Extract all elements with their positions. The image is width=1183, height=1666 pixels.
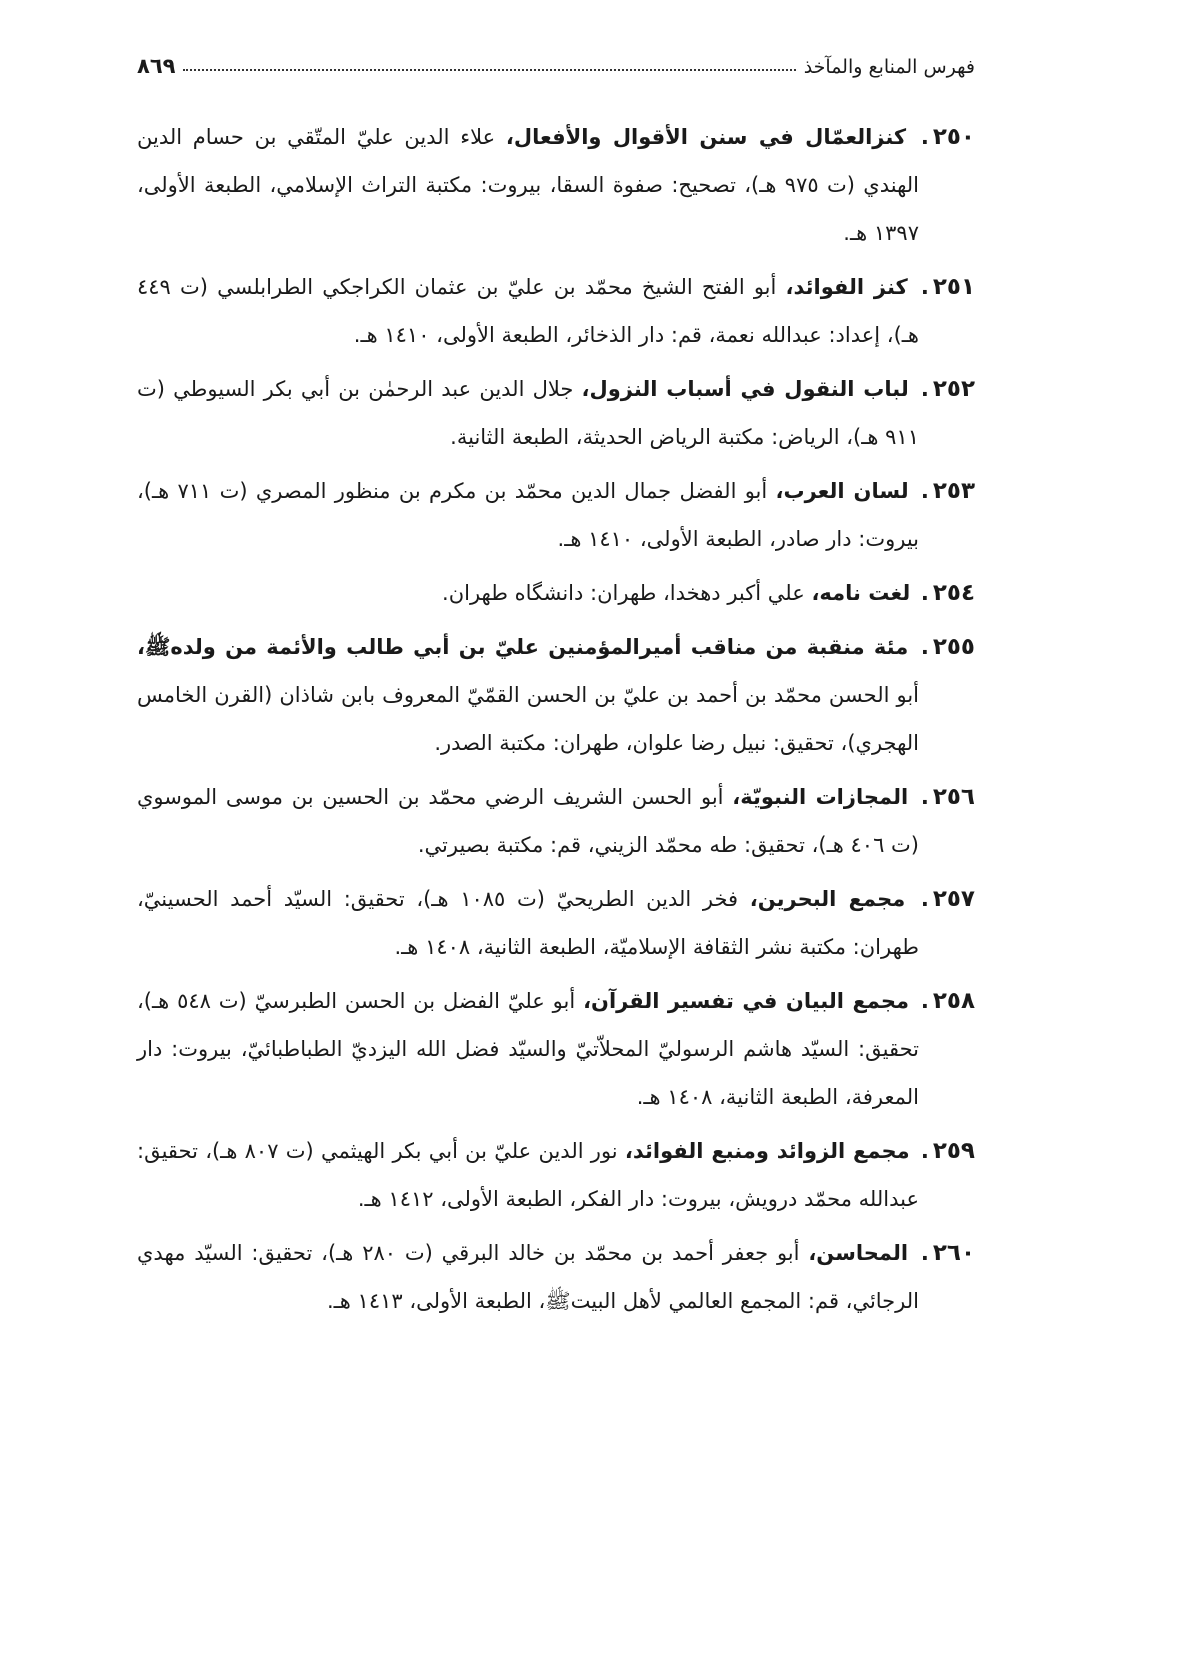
page-number: ٨٦٩: [137, 54, 176, 78]
bibliography-entry: [137, 113, 975, 257]
bibliography-entry: [137, 467, 975, 563]
entry-number: ٢٥٧: [932, 886, 975, 912]
entry-number: ٢٥٩: [932, 1138, 975, 1164]
entry-separator: .: [920, 887, 929, 911]
entry-details: علاء الدين عليّ المتّقي بن حسام الدين الهندي (ت ٩٧٥ هـ)، تصحيح: صفوة السقا، بيروت: مكتبة التراث الإسلامي، الطبعة الأولى، ١٣٩٧ هـ.: [137, 125, 919, 245]
bibliography-entry: [137, 977, 975, 1121]
entry-details: أبو جعفر أحمد بن محمّد بن خالد البرقي (ت ٢٨٠ هـ)، تحقيق: السيّد مهدي الرجائي، قم: المجمع العالمي لأهل البيتﷺ، الطبعة الأولى، ١٤١٣ هـ.: [137, 1241, 919, 1313]
entry-title: مجمع البحرين،: [749, 887, 906, 911]
entry-details: أبو الفضل جمال الدين محمّد بن مكرم بن منظور المصري (ت ٧١١ هـ)، بيروت: دار صادر، الطبعة الأولى، ١٤١٠ هـ.: [137, 479, 919, 551]
entry-separator: .: [920, 275, 929, 299]
entry-title: مجمع الزوائد ومنبع الفوائد،: [624, 1139, 910, 1163]
bibliography-entry: [137, 875, 975, 971]
bibliography-entry: [137, 773, 975, 869]
entry-number: ٢٥٥: [932, 634, 975, 660]
entry-separator: .: [920, 479, 929, 503]
entry-number: ٢٦٠: [932, 1240, 975, 1266]
entry-title: المحاسن،: [808, 1241, 909, 1265]
entry-details: أبو الحسن الشريف الرضي محمّد بن الحسين بن موسى الموسوي (ت ٤٠٦ هـ)، تحقيق: طه محمّد الزيني، قم: مكتبة بصيرتي.: [137, 785, 919, 857]
bibliography-list: [137, 113, 975, 1331]
bibliography-entry: [137, 569, 975, 617]
entry-number: ٢٥٨: [932, 988, 976, 1014]
entry-title: كنز الفوائد،: [785, 275, 908, 299]
entry-separator: .: [920, 1139, 929, 1163]
entry-title: كنزالعمّال في سنن الأقوال والأفعال،: [505, 125, 907, 149]
dotted-leader: [183, 69, 795, 71]
entry-details: علي أكبر دهخدا، طهران: دانشگاه طهران.: [442, 581, 805, 605]
entry-number: ٢٥٠: [932, 124, 975, 150]
bibliography-entry: [137, 1127, 975, 1223]
entry-details: نور الدين عليّ بن أبي بكر الهيثمي (ت ٨٠٧ هـ)، تحقيق: عبدالله محمّد درويش، بيروت: دار الفكر، الطبعة الأولى، ١٤١٢ هـ.: [137, 1139, 919, 1211]
entry-separator: .: [920, 125, 929, 149]
entry-details: فخر الدين الطريحيّ (ت ١٠٨٥ هـ)، تحقيق: السيّد أحمد الحسينيّ، طهران: مكتبة نشر الثقافة الإسلاميّة، الطبعة الثانية، ١٤٠٨ هـ.: [137, 887, 919, 959]
entry-separator: .: [920, 377, 929, 401]
entry-details: أبو الفتح الشيخ محمّد بن عليّ بن عثمان الكراجكي الطرابلسي (ت ٤٤٩ هـ)، إعداد: عبدالله نعمة، قم: دار الذخائر، الطبعة الأولى، ١٤١٠ هـ.: [137, 275, 919, 347]
entry-title: مئة منقبة من مناقب أميرالمؤمنين عليّ بن أبي طالب والأئمة من ولدهﷺ،: [137, 635, 909, 659]
entry-title: المجازات النبويّة،: [732, 785, 909, 809]
entry-number: ٢٥٣: [932, 478, 975, 504]
entry-number: ٢٥٢: [932, 376, 975, 402]
entry-number: ٢٥٦: [932, 784, 975, 810]
entry-details: جلال الدين عبد الرحمٰن بن أبي بكر السيوطي (ت ٩١١ هـ)، الرياض: مكتبة الرياض الحديثة، الطبعة الثانية.: [137, 377, 919, 449]
bibliography-entry: [137, 263, 975, 359]
section-title: فهرس المنابع والمآخذ: [803, 56, 975, 78]
entry-details: أبو الحسن محمّد بن أحمد بن عليّ بن الحسن القمّيّ المعروف بابن شاذان (القرن الخامس الهجري)، تحقيق: نبيل رضا علوان، طهران: مكتبة الصدر.: [137, 683, 919, 755]
entry-separator: .: [920, 635, 929, 659]
entry-title: لسان العرب،: [775, 479, 909, 503]
entry-number: ٢٥١: [932, 274, 976, 300]
entry-separator: .: [920, 1241, 929, 1265]
entry-title: لباب النقول في أسباب النزول،: [581, 377, 909, 401]
bibliography-entry: [137, 1229, 975, 1325]
entry-title: مجمع البيان في تفسير القرآن،: [583, 989, 910, 1013]
entry-number: ٢٥٤: [932, 580, 975, 606]
entry-title: لغت نامه،: [811, 581, 911, 605]
entry-separator: .: [920, 785, 929, 809]
bibliography-entry: [137, 365, 975, 461]
entry-separator: .: [920, 989, 929, 1013]
bibliography-entry: [137, 623, 975, 767]
entry-details: أبو عليّ الفضل بن الحسن الطبرسيّ (ت ٥٤٨ هـ)، تحقيق: السيّد هاشم الرسوليّ المحلاّتيّ والسيّد فضل الله اليزديّ الطباطبائيّ، بيروت: دار المعرفة، الطبعة الثانية، ١٤٠٨ هـ.: [137, 989, 919, 1109]
entry-separator: .: [920, 581, 929, 605]
running-header: [137, 38, 975, 78]
